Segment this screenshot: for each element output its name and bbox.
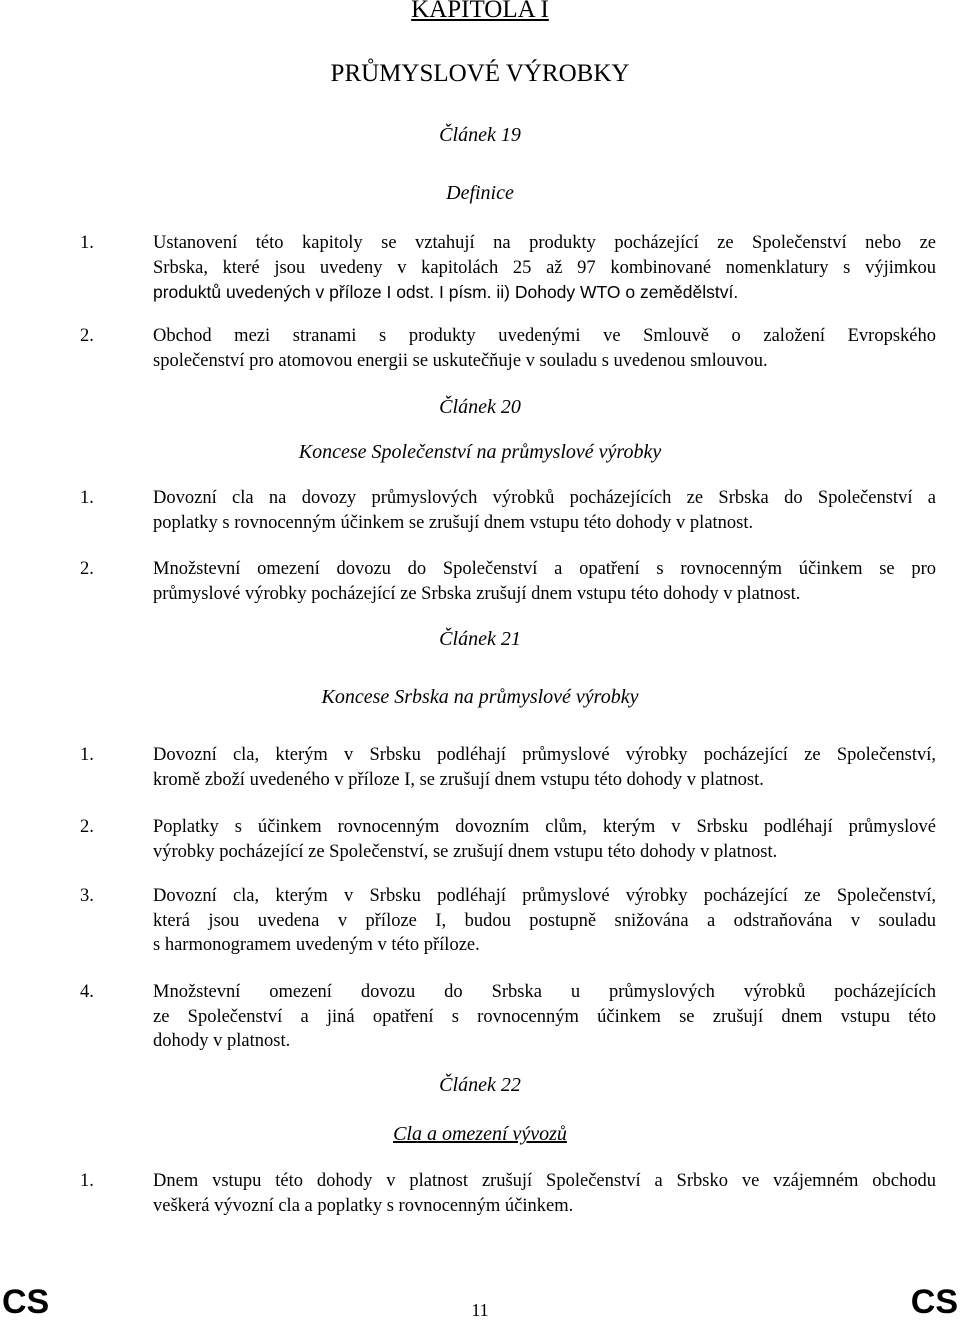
article-22-heading: Cla a omezení vývozů: [393, 1123, 567, 1145]
chapter-title: PRŮMYSLOVÉ VÝROBKY: [330, 60, 630, 87]
article-20-number: Článek 20: [439, 396, 521, 418]
article-21-heading: Koncese Srbska na průmyslové výrobky: [321, 686, 639, 708]
article-20-heading: Koncese Společenství na průmyslové výrobky: [298, 441, 662, 463]
footer-language-right: CS: [910, 1283, 958, 1321]
article-22-number: Článek 22: [439, 1074, 521, 1096]
article-19-number: Článek 19: [439, 124, 521, 146]
chapter-label: KAPITOLA I: [411, 0, 549, 23]
article-19-heading: Definice: [446, 182, 514, 204]
page-number: 11: [471, 1300, 489, 1320]
article-21-number: Článek 21: [439, 628, 521, 650]
footer-language-left: CS: [2, 1283, 50, 1321]
